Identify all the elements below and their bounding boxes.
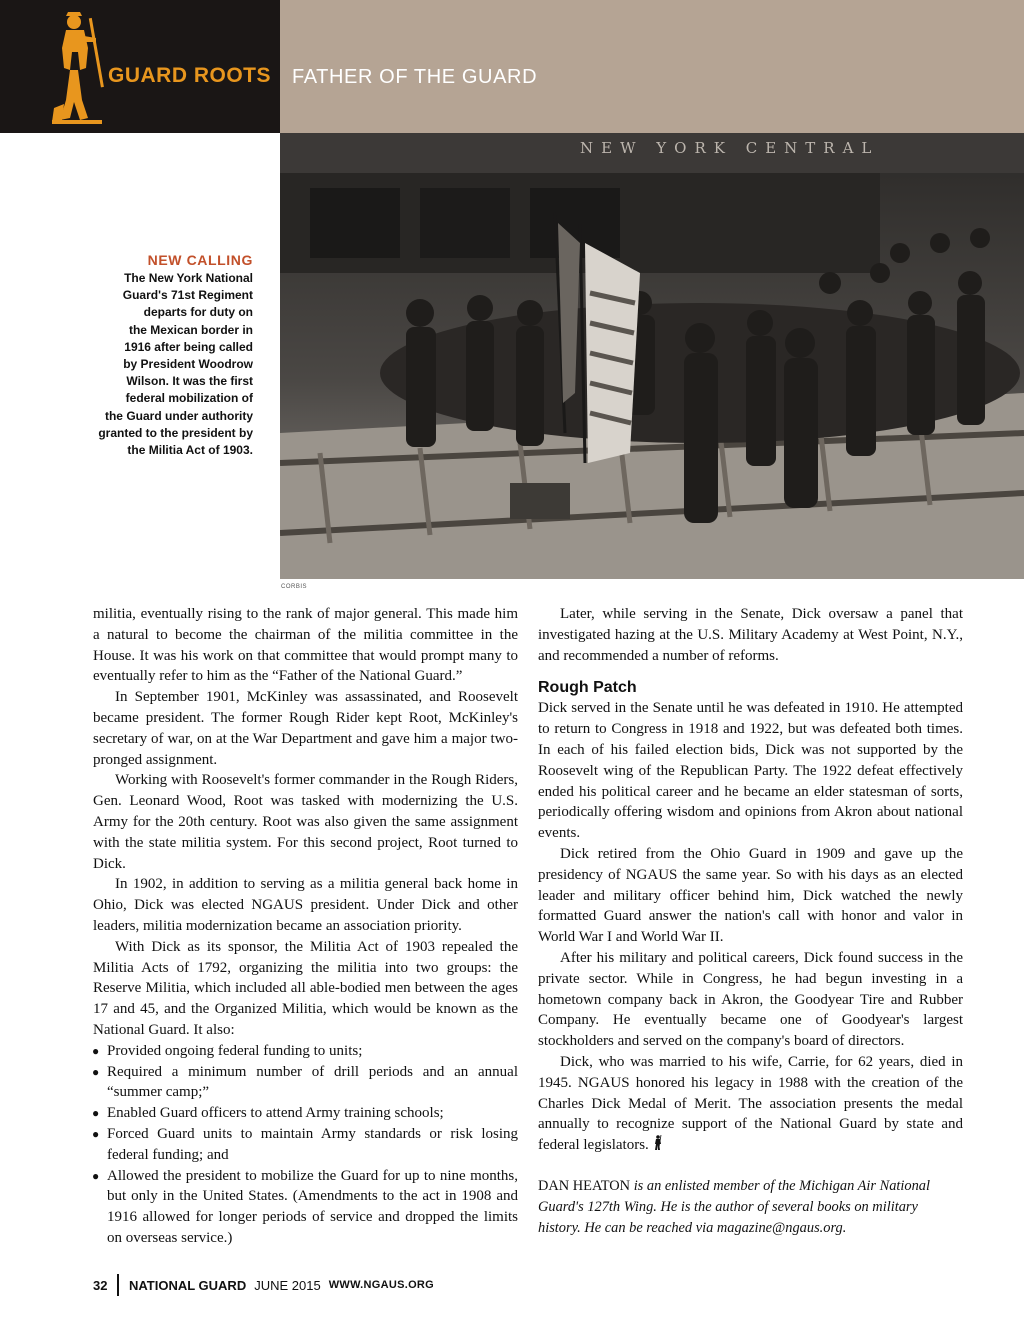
minuteman-logo-icon [44, 8, 114, 128]
page-number: 32 [93, 1277, 108, 1293]
paragraph: Later, while serving in the Senate, Dick oversaw a panel that investigated hazing at the U.S. Military Academy at West Point, N.Y., and recommended a number of reforms. [538, 606, 963, 664]
bullet-item: ● Forced Guard units to maintain Army standards or risk losing federal funding; and [93, 1124, 518, 1166]
caption-line: The New York National [124, 271, 253, 285]
page-footer [93, 1274, 434, 1296]
caption-line: federal mobilization of [125, 391, 253, 406]
paragraph [538, 1052, 963, 1156]
paragraph: In September 1901, McKinley was assassinated, and Roosevelt became president. The former Rough Rider kept Root, McKinley's secretary of war, on at the War Department and gave him a major two-pronged assignment. [93, 689, 518, 768]
caption-line: granted to the president by [98, 425, 253, 440]
photo-credit: CORBIS [281, 584, 308, 590]
article-column-right [538, 604, 963, 1238]
website-link[interactable]: WWW.NGAUS.ORG [328, 1279, 435, 1291]
paragraph: After his military and political careers, Dick found success in the private sector. While in Congress, he had begun investing in a hometown company back in Akron, the Goodyear Tire and Rubber Company. He eventually became one of Goodyear's largest stockholders and served on the company's board of directors. [538, 949, 963, 1050]
caption-line: the Guard under authority [104, 408, 253, 423]
troops-departing-photo-icon [280, 133, 1024, 579]
paragraph: Dick served in the Senate until he was defeated in 1910. He attempted to return to Congress in 1918 and 1922, but was defeated both times. In each of his failed election bids, Dick was not supported by the Roosevelt wing of the Republican Party. The 1922 defeat effectively ended his political career and he became an elder statesman of sorts, periodically offering wisdom and opinions from Akron about national events. [538, 700, 963, 842]
caption-line: the Militia Act of 1903. [127, 443, 253, 458]
photo-caption [53, 252, 253, 459]
caption-line: the Mexican border in [128, 322, 253, 337]
end-mark-minuteman-icon [653, 1135, 663, 1151]
paragraph: In 1902, in addition to serving as a militia general back home in Ohio, Dick was elected NGAUS president. Under Dick and other leaders, militia modernization became an association priority. [93, 876, 518, 934]
issue-date: JUNE 2015 [254, 1277, 321, 1293]
paragraph: Working with Roosevelt's former commander in the Rough Riders, Gen. Leonard Wood, Root was tasked with modernizing the U.S. Army for the 20th century. Root was also given the same assignment with the state militia system. For this second project, Root turned to Dick. [93, 772, 518, 872]
author-name: DAN HEATON [538, 1177, 631, 1194]
author-byline [538, 1176, 963, 1238]
caption-line: departs for duty on [143, 305, 253, 320]
footer-divider [117, 1274, 119, 1296]
author-bio: is an enlisted member of the Michigan Air National Guard's 127th Wing. He is the author of several books on military history. He can be reached via magazine@ngaus.org. [538, 1177, 931, 1236]
magazine-name: NATIONAL GUARD [128, 1277, 247, 1293]
caption-line: 1916 after being called [124, 339, 253, 354]
caption-text [53, 270, 253, 459]
bullet-item: ● Enabled Guard officers to attend Army training schools; [93, 1103, 518, 1124]
section-subtitle: FATHER OF THE GUARD [292, 66, 538, 88]
bullet-list [93, 1041, 518, 1249]
bullet-item: ● Provided ongoing federal funding to units; [93, 1041, 518, 1062]
header-dark-band [0, 0, 280, 133]
section-title: GUARD ROOTS [108, 64, 271, 87]
article-column-left [93, 604, 518, 1249]
final-paragraph-text: Dick, who was married to his wife, Carrie, for 62 years, died in 1945. NGAUS honored his legacy in 1988 with the creation of the Charles Dick Medal of Merit. The association presents the medal annually to recognize support of the National Guard by state and federal legislators. [538, 1053, 963, 1154]
bullet-item: ● Required a minimum number of drill periods and an annual “summer camp;” [93, 1062, 518, 1104]
caption-line: by President Woodrow [123, 357, 253, 372]
caption-title: NEW CALLING [147, 252, 253, 268]
subheading: Rough Patch [538, 679, 637, 697]
paragraph: Dick retired from the Ohio Guard in 1909 and gave up the presidency of NGAUS the same year. So with his days as an elected leader and military officer behind him, Dick watched the newly formatted Guard answer the nation's call with honor and valor in World War I and World War II. [538, 845, 963, 946]
train-lettering: NEW YORK CENTRAL [580, 139, 880, 157]
historical-photo [280, 133, 1024, 579]
paragraph: With Dick as its sponsor, the Militia Act of 1903 repealed the Militia Acts of 1792, organizing the militia into two groups: the Reserve Militia, which included all able-bodied men between the ages 17 and 45, and the Organized Militia, which would be known as the National Guard. It also: [93, 938, 518, 1038]
caption-line: Guard's 71st Regiment [122, 288, 253, 303]
paragraph: militia, eventually rising to the rank of major general. This made him a natural to become the chairman of the militia committee in the House. It was his work on that committee that would prompt many to eventually refer to him as the “Father of the National Guard.” [93, 606, 518, 685]
caption-line: Wilson. It was the first [126, 374, 253, 389]
header-tan-band [280, 0, 1024, 133]
bullet-item: ● Allowed the president to mobilize the Guard for up to nine months, but only in the United States. (Amendments to the act in 1908 and 1916 allowed for longer periods of service and dropped the limits on overseas service.) [93, 1166, 518, 1249]
